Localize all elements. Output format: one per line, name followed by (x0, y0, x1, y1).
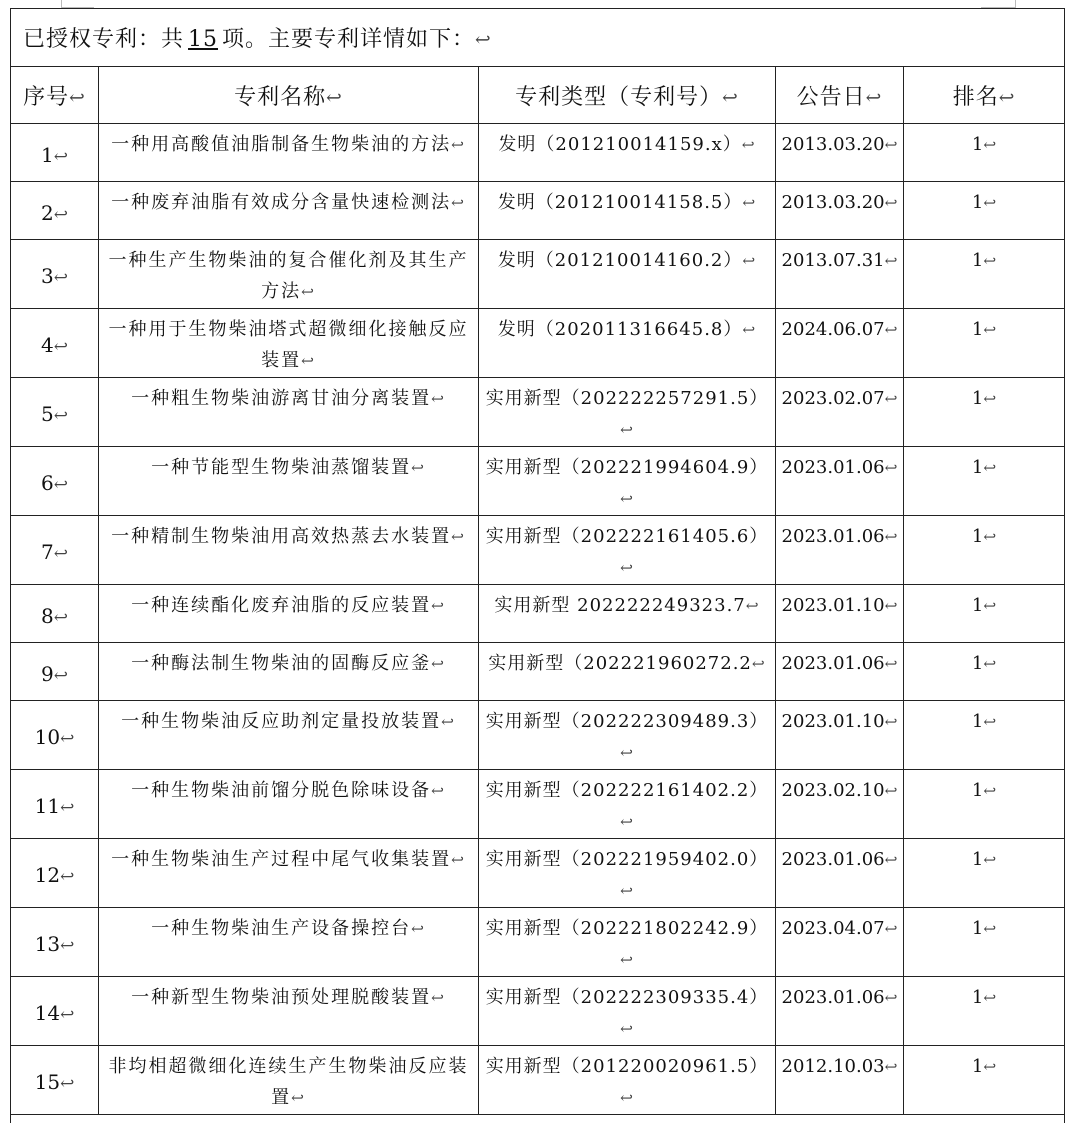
table-row (11, 908, 1065, 977)
row-index-cell[interactable] (11, 516, 99, 585)
paragraph-mark: ↩ (983, 321, 996, 339)
table-row (11, 309, 1065, 378)
rank-cell[interactable] (904, 839, 1065, 908)
publication-date-cell[interactable] (776, 908, 904, 977)
patent-count: 15 (184, 27, 222, 52)
row-index-cell[interactable] (11, 585, 99, 643)
patent-name-cell[interactable] (99, 1046, 479, 1115)
header-type[interactable] (479, 67, 776, 124)
publication-date: 2023.04.07 (782, 918, 885, 939)
paragraph-mark: ↩ (722, 88, 739, 109)
paragraph-mark: ↩ (983, 597, 996, 615)
rank: 1 (972, 780, 983, 801)
continuation-cell (11, 1115, 1065, 1123)
patent-name-cell[interactable] (99, 770, 479, 839)
row-index: 7 (41, 540, 54, 564)
paragraph-mark: ↩ (885, 1058, 898, 1076)
rank: 1 (972, 653, 983, 674)
row-index-cell[interactable] (11, 908, 99, 977)
summary-row (11, 9, 1065, 67)
header-name[interactable] (99, 67, 479, 124)
row-index: 13 (35, 932, 60, 956)
patent-name-cell[interactable] (99, 378, 479, 447)
paragraph-mark: ↩ (983, 782, 996, 800)
paragraph-mark: ↩ (451, 528, 466, 546)
rank-cell[interactable] (904, 643, 1065, 701)
publication-date: 2023.01.06 (782, 653, 885, 674)
paragraph-mark: ↩ (441, 713, 456, 731)
publication-date-cell[interactable] (776, 1046, 904, 1115)
publication-date: 2023.02.07 (782, 388, 885, 409)
rank: 1 (972, 595, 983, 616)
header-row (11, 67, 1065, 124)
publication-date: 2023.01.10 (782, 595, 885, 616)
rank: 1 (972, 319, 983, 340)
paragraph-mark: ↩ (54, 608, 68, 628)
rank-cell[interactable] (904, 1046, 1065, 1115)
paragraph-mark: ↩ (983, 713, 996, 731)
paragraph-mark: ↩ (620, 882, 634, 900)
publication-date: 2023.01.06 (782, 849, 885, 870)
publication-date-cell[interactable] (776, 182, 904, 240)
paragraph-mark: ↩ (999, 88, 1016, 109)
page-corner-mark-left (61, 0, 94, 8)
patent-name: 一种精制生物柴油用高效热蒸去水装置 (111, 526, 451, 547)
row-index: 14 (35, 1001, 60, 1025)
paragraph-mark: ↩ (451, 851, 466, 869)
patent-type: 实用新型（202222161402.2） (486, 780, 769, 801)
rank: 1 (972, 388, 983, 409)
row-index-cell[interactable] (11, 701, 99, 770)
paragraph-mark: ↩ (60, 1074, 74, 1094)
paragraph-mark: ↩ (475, 30, 492, 51)
publication-date-cell[interactable] (776, 378, 904, 447)
rank: 1 (972, 134, 983, 155)
header-index[interactable] (11, 67, 99, 124)
rank-cell[interactable] (904, 182, 1065, 240)
paragraph-mark: ↩ (291, 1089, 306, 1107)
paragraph-mark: ↩ (742, 194, 756, 212)
paragraph-mark: ↩ (885, 920, 898, 938)
paragraph-mark: ↩ (431, 655, 446, 673)
paragraph-mark: ↩ (451, 136, 466, 154)
row-index: 8 (41, 604, 54, 628)
patent-name: 一种生物柴油生产过程中尾气收集装置 (111, 849, 451, 870)
paragraph-mark: ↩ (742, 252, 756, 270)
paragraph-mark: ↩ (60, 729, 74, 749)
paragraph-mark: ↩ (54, 406, 68, 426)
paragraph-mark: ↩ (983, 989, 996, 1007)
patent-type-cell[interactable] (479, 585, 776, 643)
paragraph-mark: ↩ (69, 88, 86, 109)
patent-type: 实用新型（201220020961.5） (486, 1056, 769, 1077)
row-index-cell[interactable] (11, 309, 99, 378)
row-index: 1 (41, 143, 54, 167)
row-index: 11 (35, 794, 60, 818)
paragraph-mark: ↩ (411, 920, 426, 938)
rank: 1 (972, 1056, 983, 1077)
patent-name-cell[interactable] (99, 516, 479, 585)
patent-type-cell[interactable] (479, 516, 776, 585)
header-rank-label: 排名 (953, 85, 999, 110)
row-index: 12 (35, 863, 60, 887)
patent-name: 一种生物柴油生产设备操控台 (151, 918, 411, 939)
paragraph-mark: ↩ (620, 559, 634, 577)
patent-name-cell[interactable] (99, 701, 479, 770)
patent-table (10, 8, 1065, 1123)
table-row (11, 1046, 1065, 1115)
summary-prefix: 已授权专利：共 (23, 27, 184, 52)
row-index-cell[interactable] (11, 977, 99, 1046)
row-index-cell[interactable] (11, 182, 99, 240)
publication-date: 2023.01.10 (782, 711, 885, 732)
patent-type: 发明（202011316645.8） (498, 319, 743, 340)
patent-type-cell[interactable] (479, 839, 776, 908)
paragraph-mark: ↩ (326, 88, 343, 109)
paragraph-mark: ↩ (983, 390, 996, 408)
paragraph-mark: ↩ (983, 851, 996, 869)
paragraph-mark: ↩ (620, 951, 634, 969)
paragraph-mark: ↩ (885, 851, 898, 869)
patent-type: 实用新型（202222309335.4） (486, 987, 769, 1008)
paragraph-mark: ↩ (431, 597, 446, 615)
paragraph-mark: ↩ (60, 1005, 74, 1025)
publication-date-cell[interactable] (776, 124, 904, 182)
publication-date: 2023.02.10 (782, 780, 885, 801)
header-rank[interactable] (904, 67, 1065, 124)
rank: 1 (972, 849, 983, 870)
row-index: 4 (41, 333, 54, 357)
table-row (11, 643, 1065, 701)
paragraph-mark: ↩ (431, 390, 446, 408)
patent-name: 一种节能型生物柴油蒸馏装置 (151, 457, 411, 478)
table-row (11, 182, 1065, 240)
paragraph-mark: ↩ (620, 813, 634, 831)
paragraph-mark: ↩ (885, 194, 898, 212)
table-row (11, 378, 1065, 447)
paragraph-mark: ↩ (54, 205, 68, 225)
publication-date: 2013.03.20 (782, 192, 885, 213)
paragraph-mark: ↩ (885, 252, 898, 270)
paragraph-mark: ↩ (451, 194, 466, 212)
row-index: 9 (41, 662, 54, 686)
paragraph-mark: ↩ (885, 136, 898, 154)
patent-name: 一种生物柴油反应助剂定量投放装置 (121, 711, 441, 732)
patent-name-cell[interactable] (99, 124, 479, 182)
rank-cell[interactable] (904, 309, 1065, 378)
paragraph-mark: ↩ (983, 920, 996, 938)
rank: 1 (972, 711, 983, 732)
publication-date: 2013.07.31 (782, 250, 885, 271)
row-index: 5 (41, 402, 54, 426)
patent-name: 一种连续酯化废弃油脂的反应装置 (131, 595, 431, 616)
patent-name-cell[interactable] (99, 908, 479, 977)
paragraph-mark: ↩ (983, 252, 996, 270)
paragraph-mark: ↩ (983, 194, 996, 212)
row-index: 2 (41, 201, 54, 225)
patent-type-cell[interactable] (479, 309, 776, 378)
patent-type-cell[interactable] (479, 643, 776, 701)
paragraph-mark: ↩ (54, 268, 68, 288)
paragraph-mark: ↩ (620, 1020, 634, 1038)
paragraph-mark: ↩ (746, 597, 760, 615)
table-row (11, 124, 1065, 182)
paragraph-mark: ↩ (885, 459, 898, 477)
rank-cell[interactable] (904, 701, 1065, 770)
paragraph-mark: ↩ (885, 528, 898, 546)
patent-name: 一种新型生物柴油预处理脱酸装置 (131, 987, 431, 1008)
paragraph-mark: ↩ (742, 136, 756, 154)
table-row (11, 701, 1065, 770)
row-index-cell[interactable] (11, 839, 99, 908)
patent-name-cell[interactable] (99, 182, 479, 240)
paragraph-mark: ↩ (885, 321, 898, 339)
patent-type-cell[interactable] (479, 378, 776, 447)
header-type-label: 专利类型（专利号） (515, 85, 722, 110)
paragraph-mark: ↩ (431, 782, 446, 800)
rank-cell[interactable] (904, 447, 1065, 516)
row-index: 10 (35, 725, 60, 749)
publication-date: 2023.01.06 (782, 987, 885, 1008)
patent-name: 一种用于生物柴油塔式超微细化接触反应装置 (109, 319, 469, 371)
rank: 1 (972, 250, 983, 271)
row-index: 3 (41, 264, 54, 288)
row-index-cell[interactable] (11, 378, 99, 447)
row-index-cell[interactable] (11, 240, 99, 309)
table-row (11, 770, 1065, 839)
paragraph-mark: ↩ (620, 744, 634, 762)
patent-type-cell[interactable] (479, 124, 776, 182)
paragraph-mark: ↩ (620, 490, 634, 508)
paragraph-mark: ↩ (620, 1089, 634, 1107)
row-index-cell[interactable] (11, 770, 99, 839)
rank-cell[interactable] (904, 977, 1065, 1046)
paragraph-mark: ↩ (752, 655, 766, 673)
patent-name: 一种废弃油脂有效成分含量快速检测法 (111, 192, 451, 213)
patent-name: 一种粗生物柴油游离甘油分离装置 (131, 388, 431, 409)
patent-type: 实用新型（202221994604.9） (486, 457, 769, 478)
publication-date-cell[interactable] (776, 516, 904, 585)
patent-name-cell[interactable] (99, 240, 479, 309)
patent-type-cell[interactable] (479, 447, 776, 516)
paragraph-mark: ↩ (885, 655, 898, 673)
paragraph-mark: ↩ (620, 421, 634, 439)
patent-type: 发明（201210014158.5） (498, 192, 743, 213)
rank-cell[interactable] (904, 378, 1065, 447)
patent-name: 一种酶法制生物柴油的固酶反应釜 (131, 653, 431, 674)
rank-cell[interactable] (904, 770, 1065, 839)
patent-type: 实用新型（202221802242.9） (486, 918, 769, 939)
publication-date: 2024.06.07 (782, 319, 885, 340)
row-index-cell[interactable] (11, 1046, 99, 1115)
paragraph-mark: ↩ (742, 321, 756, 339)
rank: 1 (972, 192, 983, 213)
row-index: 15 (35, 1070, 60, 1094)
publication-date-cell[interactable] (776, 585, 904, 643)
patent-name-cell[interactable] (99, 447, 479, 516)
publication-date: 2012.10.03 (782, 1056, 885, 1077)
paragraph-mark: ↩ (983, 528, 996, 546)
row-index: 6 (41, 471, 54, 495)
paragraph-mark: ↩ (983, 136, 996, 154)
paragraph-mark: ↩ (885, 989, 898, 1007)
paragraph-mark: ↩ (431, 989, 446, 1007)
patent-name-cell[interactable] (99, 309, 479, 378)
patent-name: 非均相超微细化连续生产生物柴油反应装置 (109, 1056, 469, 1108)
rank-cell[interactable] (904, 240, 1065, 309)
paragraph-mark: ↩ (60, 798, 74, 818)
publication-date-cell[interactable] (776, 977, 904, 1046)
patent-type-cell[interactable] (479, 1046, 776, 1115)
patent-type-cell[interactable] (479, 977, 776, 1046)
rank: 1 (972, 918, 983, 939)
publication-date-cell[interactable] (776, 770, 904, 839)
patent-type: 实用新型（202221959402.0） (486, 849, 769, 870)
header-date[interactable] (776, 67, 904, 124)
paragraph-mark: ↩ (54, 337, 68, 357)
publication-date: 2023.01.06 (782, 457, 885, 478)
header-date-label: 公告日 (797, 85, 866, 110)
publication-date-cell[interactable] (776, 643, 904, 701)
paragraph-mark: ↩ (983, 459, 996, 477)
patent-type-cell[interactable] (479, 182, 776, 240)
table-row (11, 585, 1065, 643)
paragraph-mark: ↩ (54, 544, 68, 564)
patent-type: 实用新型（202222161405.6） (486, 526, 769, 547)
paragraph-mark: ↩ (885, 597, 898, 615)
paragraph-mark: ↩ (885, 390, 898, 408)
summary-suffix: 项。主要专利详情如下： (222, 27, 475, 52)
patent-type: 实用新型 202222249323.7 (494, 595, 745, 616)
patent-type: 实用新型（202221960272.2 (488, 653, 752, 674)
paragraph-mark: ↩ (866, 88, 883, 109)
rank: 1 (972, 526, 983, 547)
publication-date-cell[interactable] (776, 309, 904, 378)
table-row (11, 240, 1065, 309)
patent-type-cell[interactable] (479, 770, 776, 839)
publication-date: 2023.01.06 (782, 526, 885, 547)
patent-name: 一种生产生物柴油的复合催化剂及其生产方法 (109, 250, 469, 302)
table-row (11, 447, 1065, 516)
patent-type-cell[interactable] (479, 240, 776, 309)
patent-name-cell[interactable] (99, 977, 479, 1046)
paragraph-mark: ↩ (54, 147, 68, 167)
rank-cell[interactable] (904, 908, 1065, 977)
summary-cell[interactable] (11, 9, 1065, 67)
paragraph-mark: ↩ (983, 655, 996, 673)
patent-type: 实用新型（202222309489.3） (486, 711, 769, 732)
publication-date: 2013.03.20 (782, 134, 885, 155)
paragraph-mark: ↩ (60, 867, 74, 887)
row-index-cell[interactable] (11, 124, 99, 182)
paragraph-mark: ↩ (301, 352, 316, 370)
patent-name-cell[interactable] (99, 585, 479, 643)
table-row (11, 516, 1065, 585)
paragraph-mark: ↩ (411, 459, 426, 477)
paragraph-mark: ↩ (301, 283, 316, 301)
paragraph-mark: ↩ (54, 475, 68, 495)
paragraph-mark: ↩ (885, 782, 898, 800)
paragraph-mark: ↩ (885, 713, 898, 731)
row-index-cell[interactable] (11, 643, 99, 701)
paragraph-mark: ↩ (60, 936, 74, 956)
publication-date-cell[interactable] (776, 839, 904, 908)
rank-cell[interactable] (904, 124, 1065, 182)
rank-cell[interactable] (904, 516, 1065, 585)
row-index-cell[interactable] (11, 447, 99, 516)
patent-name-cell[interactable] (99, 643, 479, 701)
header-index-label: 序号 (23, 85, 69, 110)
publication-date-cell[interactable] (776, 240, 904, 309)
patent-type: 发明（201210014160.2） (498, 250, 743, 271)
header-name-label: 专利名称 (234, 85, 326, 110)
rank-cell[interactable] (904, 585, 1065, 643)
patent-name: 一种生物柴油前馏分脱色除味设备 (131, 780, 431, 801)
publication-date-cell[interactable] (776, 447, 904, 516)
patent-type-cell[interactable] (479, 908, 776, 977)
patent-type-cell[interactable] (479, 701, 776, 770)
publication-date-cell[interactable] (776, 701, 904, 770)
patent-type: 实用新型（202222257291.5） (486, 388, 769, 409)
rank: 1 (972, 457, 983, 478)
patent-name: 一种用高酸值油脂制备生物柴油的方法 (111, 134, 451, 155)
rank: 1 (972, 987, 983, 1008)
continuation-row (11, 1115, 1065, 1123)
patent-type: 发明（201210014159.x） (498, 134, 741, 155)
table-row (11, 977, 1065, 1046)
paragraph-mark: ↩ (983, 1058, 996, 1076)
page-corner-mark-right (981, 0, 1016, 8)
paragraph-mark: ↩ (54, 666, 68, 686)
patent-name-cell[interactable] (99, 839, 479, 908)
table-row (11, 839, 1065, 908)
